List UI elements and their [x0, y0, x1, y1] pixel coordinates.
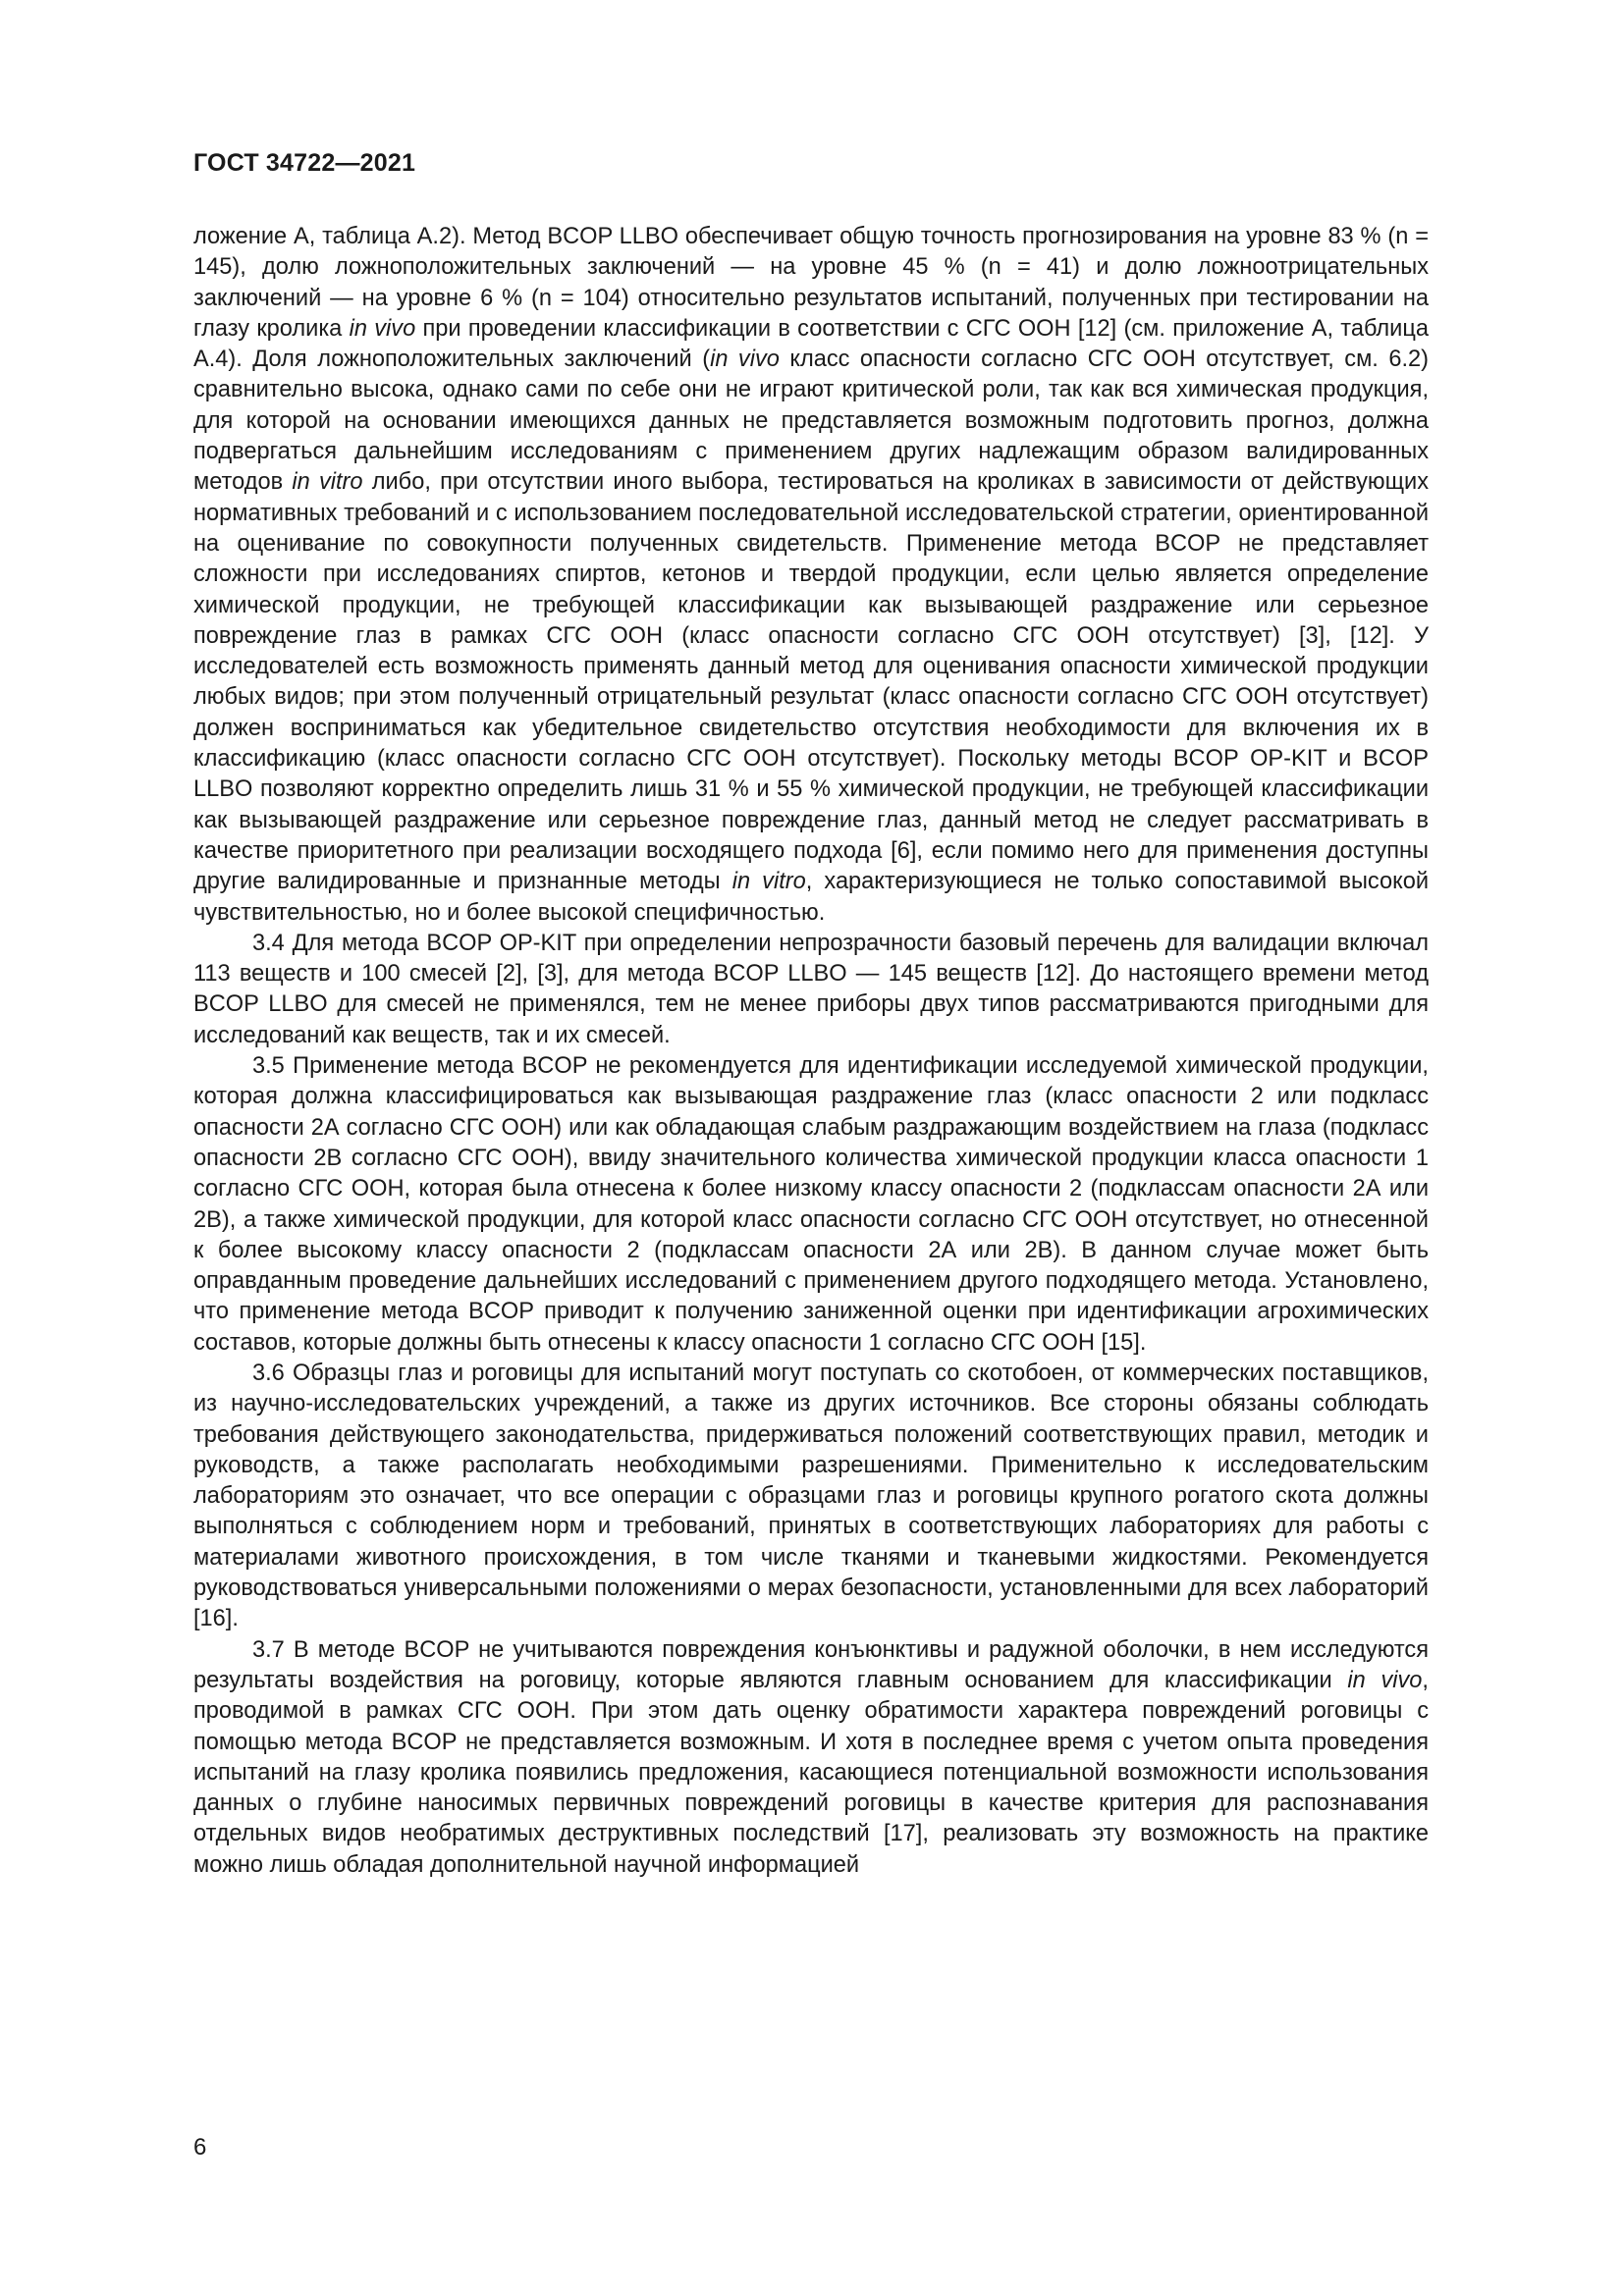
document-body — [193, 222, 1429, 1881]
text-run: , проводимой в рамках СГС ООН. При этом дать оценку обратимости характера повреждений роговицы с помощью метода BCOP не представляется возможным. И хотя в последнее время с учетом опыта проведения испытаний на глазу кролика появились предложения, касающиеся потенциальной возможности использования данных о глубине наносимых первичных повреждений роговицы в качестве критерия для распознавания отдельных видов необратимых деструктивных последствий [17], реализовать эту возможность на практике можно лишь обладая дополнительной научной информацией — [193, 1667, 1429, 1878]
document-code-header: ГОСТ 34722—2021 — [193, 149, 416, 177]
text-run: 3.5 Применение метода BCOP не рекомендуется для идентификации исследуемой химической продукции, которая должна классифицироваться как вызывающая раздражение глаз (класс опасности 2 или подкласс опасности 2А согласно СГС ООН) или как обладающая слабым раздражающим воздействием на глаза (подкласс опасности 2В согласно СГС ООН), ввиду значительного количества химической продукции класса опасности 1 согласно СГС ООН, которая была отнесена к более низкому классу опасности 2 (подклассам опасности 2А или 2В), а также химической продукции, для которой класс опасности согласно СГС ООН отсутствует, но отнесенной к более высокому классу опасности 2 (подклассам опасности 2А или 2В). В данном случае может быть оправданным проведение дальнейших исследований с применением другого подходящего метода. Установлено, что применение метода BCOP приводит к получению заниженной оценки при идентификации агрохимических составов, которые должны быть отнесены к классу опасности 1 согласно СГС ООН [15]. — [193, 1053, 1429, 1356]
text-run: класс опасности согласно СГС ООН отсутствует, см. 6.2) сравнительно высока, однако сами по себе они не играют критической роли, так как вся химическая продукция, для которой на основании имеющихся данных не представляется возможным подготовить прогноз, должна подвергаться дальнейшим исследованиям с применением других надлежащим образом валидированных методов — [193, 347, 1429, 496]
italic-term: in vivo — [349, 315, 416, 342]
paragraph-p3-4 — [193, 929, 1429, 1051]
paragraph-p3-6 — [193, 1359, 1429, 1635]
italic-term: in vivo — [1347, 1667, 1423, 1693]
text-run: 3.6 Образцы глаз и роговицы для испытаний могут поступать со скотобоен, от коммерческих поставщиков, из научно-исследовательских учреждений, а также из других источников. Все стороны обязаны соблюдать требования действующего законодательства, придерживаться положений соответствующих правил, методик и руководств, а также располагать необходимыми разрешениями. Применительно к исследовательским лабораториям это означает, что все операции с образцами глаз и роговицы крупного рогатого скота должны выполняться с соблюдением норм и требований, принятых в соответствующих лабораториях для работы с материалами животного происхождения, в том числе тканями и тканевыми жидкостями. Рекомендуется руководствоваться универсальными положениями о мерах безопасности, установленными для всех лабораторий [16]. — [193, 1360, 1429, 1632]
text-run: ложение А, таблица А.2). Метод BCOP LLBO обеспечивает общую точность прогнозирования на уровне 83 % (n = 145), долю ложноположительных заключений — на уровне 45 % (n = 41) и долю ложноотрицательных заключений — на уровне 6 % (n = 104) относительно результатов испытаний, полученных при тестировании на глазу кролика — [193, 224, 1429, 342]
text-run: либо, при отсутствии иного выбора, тестироваться на кроликах в зависимости от действующих нормативных требований и с использованием последовательной исследовательской стратегии, ориентированной на оценивание по совокупности полученных свидетельств. Применение метода BCOP не представляет сложности при исследованиях спиртов, кетонов и твердой продукции, если целью является определение химической продукции, не требующей классификации как вызывающей раздражение или серьезное повреждение глаз в рамках СГС ООН (класс опасности согласно СГС ООН отсутствует) [3], [12]. У исследователей есть возможность применять данный метод для оценивания опасности химической продукции любых видов; при этом полученный отрицательный результат (класс опасности согласно СГС ООН отсутствует) должен восприниматься как убедительное свидетельство отсутствия необходимости для включения их в классификацию (класс опасности согласно СГС ООН отсутствует). Поскольку методы BCOP OP-KIT и BCOP LLBO позволяют корректно определить лишь 31 % и 55 % химической продукции, не требующей классификации как вызывающей раздражение или серьезное повреждение глаз, данный метод не следует рассматривать в качестве приоритетного при реализации восходящего подхода [6], если помимо него для применения доступны другие валидированные и признанные методы — [193, 469, 1429, 895]
text-run: при проведении классификации в соответствии с СГС ООН [12] (см. приложение А, таблица А.4). Доля ложноположительных заключений ( — [193, 315, 1429, 373]
paragraph-p3-5 — [193, 1051, 1429, 1359]
italic-term: in vitro — [731, 869, 806, 895]
paragraph-p3-7 — [193, 1635, 1429, 1881]
paragraph-cont — [193, 222, 1429, 929]
text-run: 3.4 Для метода BCOP OP-KIT при определении непрозрачности базовый перечень для валидации включал 113 веществ и 100 смесей [2], [3], для метода BCOP LLBO — 145 веществ [12]. До настоящего времени метод BCOP LLBO для смесей не применялся, тем не менее приборы двух типов рассматриваются пригодными для исследований как веществ, так и их смесей. — [193, 930, 1429, 1048]
text-run: 3.7 В методе BCOP не учитываются повреждения конъюнктивы и радужной оболочки, в нем исследуются результаты воздействия на роговицу, которые являются главным основанием для классификации — [193, 1636, 1429, 1693]
italic-term: in vitro — [292, 469, 363, 496]
italic-term: in vivo — [710, 347, 780, 373]
text-run: , характеризующиеся не только сопоставимой высокой чувствительностью, но и более высокой специфичностью. — [193, 869, 1430, 926]
page-number: 6 — [193, 2134, 207, 2161]
